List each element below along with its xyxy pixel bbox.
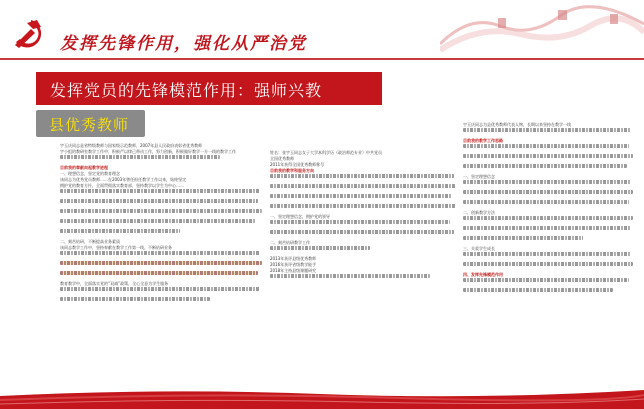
doc-heading: 目前我的教学工作思路 bbox=[463, 138, 503, 143]
document-left bbox=[60, 143, 267, 381]
doc-line: 教育教学中，全面落实党的“双减”政策，全心全意为学生服务 bbox=[60, 281, 169, 286]
header-title: 发挥先锋作用，强化从严治党 bbox=[60, 34, 307, 54]
doc-line: 全国优秀教师 bbox=[270, 156, 294, 161]
doc-line: 二、刻苦钻研，不断提高业务素质 bbox=[60, 239, 120, 244]
doc-heading: 目前我的教学和服务方向 bbox=[270, 168, 314, 173]
doc-line: 2016年获评省级教学能手 bbox=[270, 262, 317, 267]
section-banner bbox=[36, 72, 382, 105]
party-emblem-icon bbox=[11, 17, 45, 51]
doc-line: 2013年获评县级优秀教师 bbox=[270, 256, 317, 261]
header-divider bbox=[0, 58, 644, 60]
doc-line: 一、坚定理想信念，拥护党的领导 bbox=[270, 214, 330, 219]
doc-heading: 四、发挥先锋模范作用 bbox=[463, 272, 503, 277]
doc-line: 拥护党的教育方针，全面贯彻落实教育部，坚持教学以学生为中心…… bbox=[60, 183, 184, 188]
doc-line: 宇玉庆同志是省特级教师与国家级示范教师，2007年县人民政府表彰省优秀教师 bbox=[60, 143, 203, 148]
doc-line: 姓名：张宇玉同志女子大学本科学历（政治师范专业）中共党员 bbox=[270, 150, 382, 155]
doc-heading: 目前我的奉献向起教学进程 bbox=[60, 165, 108, 170]
great-wall-icon bbox=[440, 4, 644, 54]
doc-line: 该同志为优秀党员教师……在2003年曾任担任教学工作以来，始终坚定 bbox=[60, 177, 187, 182]
doc-line: 一、理想信念，坚定党的教育理念 bbox=[60, 171, 120, 176]
section-badge bbox=[36, 110, 145, 137]
document-right bbox=[463, 122, 636, 384]
banner-title: 发挥党员的先锋模范作用：强师兴教 bbox=[50, 81, 323, 100]
doc-line: 宇小组的教研室教学工作中，积极严以律己带动工作，努力创新，积极做好教学一方一线的教学工作 bbox=[60, 149, 236, 154]
badge-label: 县优秀教师 bbox=[49, 116, 130, 134]
doc-line: 二、创新教学方法 bbox=[463, 210, 495, 215]
document-middle bbox=[270, 150, 460, 368]
doc-line: 二、刻苦钻研教学工作 bbox=[270, 240, 310, 245]
doc-line: 三、关爱学生成长 bbox=[463, 246, 495, 251]
slide-header bbox=[0, 0, 644, 62]
doc-line: 2018年主持县级课题研究 bbox=[270, 268, 317, 273]
doc-line: 该同志教学工作中，坚持奉献在教学工作第一线，不断钻研业务 bbox=[60, 245, 172, 250]
doc-line: 一、坚定理想信念 bbox=[463, 174, 495, 179]
footer-decoration bbox=[0, 386, 644, 409]
doc-line: 2011年获得全国优秀教师称号 bbox=[270, 162, 325, 167]
doc-line: 宇玉庆同志为县优秀教师代表人物，长期以来坚持在教学一线 bbox=[463, 122, 571, 127]
